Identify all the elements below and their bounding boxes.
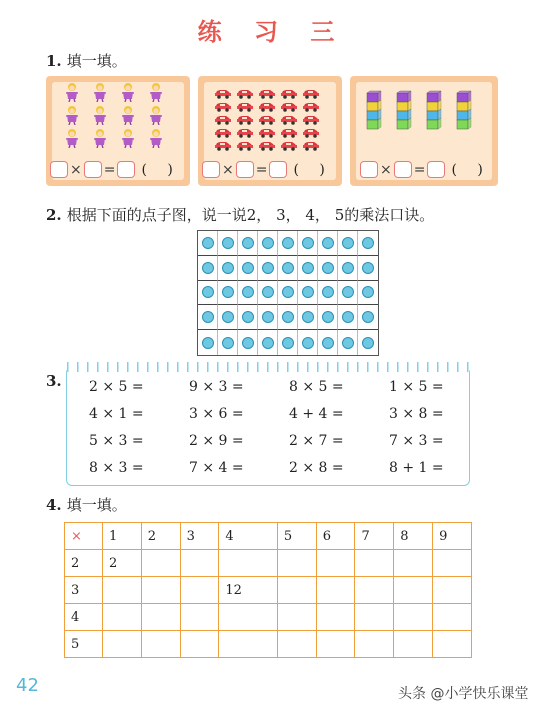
dot-cell bbox=[338, 330, 358, 355]
dot-cell bbox=[338, 281, 358, 306]
dot-cell bbox=[358, 305, 378, 330]
header-cell: 7 bbox=[355, 523, 394, 550]
answer-cell[interactable] bbox=[180, 577, 219, 604]
table-row bbox=[65, 631, 472, 658]
dot bbox=[342, 237, 354, 249]
dot-cell bbox=[198, 305, 218, 330]
dot bbox=[282, 262, 294, 274]
car-icon bbox=[236, 136, 253, 146]
dot-grid bbox=[197, 230, 379, 356]
q1-panel-cars bbox=[198, 76, 342, 186]
dot bbox=[322, 337, 334, 349]
cube-stack-icon bbox=[396, 90, 409, 136]
car-icon bbox=[258, 110, 275, 120]
row-header-cell: 4 bbox=[65, 604, 103, 631]
answer-cell[interactable] bbox=[394, 604, 433, 631]
cube-stack-icon bbox=[426, 90, 439, 136]
dot bbox=[202, 262, 214, 274]
calculation-item: 2 × 7 = bbox=[289, 433, 344, 449]
dot-cell bbox=[238, 231, 258, 256]
car-icon bbox=[214, 97, 231, 107]
header-cell: 4 bbox=[219, 523, 278, 550]
doll-icon bbox=[64, 105, 78, 125]
dot-cell bbox=[238, 330, 258, 355]
dot bbox=[362, 286, 374, 298]
answer-box[interactable] bbox=[84, 161, 102, 178]
q2-number: 2. bbox=[46, 206, 62, 224]
dot bbox=[362, 262, 374, 274]
header-cell: 5 bbox=[277, 523, 316, 550]
dot bbox=[262, 311, 274, 323]
cube-group bbox=[366, 90, 484, 146]
answer-cell[interactable] bbox=[277, 631, 316, 658]
car-icon bbox=[302, 84, 319, 94]
answer-cell[interactable] bbox=[180, 550, 219, 577]
watermark: 头条 @小学快乐课堂 bbox=[398, 686, 529, 702]
dot-cell bbox=[198, 256, 218, 281]
dot-cell bbox=[318, 305, 338, 330]
car-icon bbox=[302, 97, 319, 107]
answer-cell[interactable] bbox=[277, 577, 316, 604]
scroll-edge bbox=[67, 362, 469, 372]
car-icon bbox=[258, 97, 275, 107]
dot bbox=[342, 262, 354, 274]
header-cell: 9 bbox=[433, 523, 472, 550]
car-icon bbox=[214, 123, 231, 133]
answer-cell[interactable] bbox=[103, 631, 142, 658]
answer-cell[interactable] bbox=[180, 604, 219, 631]
car-icon bbox=[302, 123, 319, 133]
answer-cell[interactable] bbox=[141, 631, 180, 658]
dot-cell bbox=[198, 330, 218, 355]
car-icon bbox=[280, 136, 297, 146]
dot-cell bbox=[218, 231, 238, 256]
dot-cell bbox=[218, 305, 238, 330]
q1-panel-dolls bbox=[46, 76, 190, 186]
header-cell: 3 bbox=[180, 523, 219, 550]
dot bbox=[242, 237, 254, 249]
doll-icon bbox=[120, 82, 134, 102]
dot-cell bbox=[278, 256, 298, 281]
answer-cell[interactable] bbox=[219, 550, 278, 577]
dot bbox=[202, 337, 214, 349]
dot bbox=[282, 286, 294, 298]
calculation-item: 2 × 8 = bbox=[289, 460, 344, 476]
calculation-item: 3 × 6 = bbox=[189, 406, 244, 422]
row-header-cell: 3 bbox=[65, 577, 103, 604]
dot-cell bbox=[258, 330, 278, 355]
car-icon bbox=[236, 123, 253, 133]
dot-cell bbox=[298, 330, 318, 355]
answer-cell[interactable] bbox=[219, 604, 278, 631]
dot-cell bbox=[218, 330, 238, 355]
answer-cell[interactable] bbox=[141, 577, 180, 604]
doll-icon bbox=[148, 128, 162, 148]
calculation-item: 2 × 5 = bbox=[89, 379, 144, 395]
times-sign: × bbox=[70, 161, 82, 178]
answer-cell[interactable] bbox=[433, 550, 472, 577]
dot-cell bbox=[258, 305, 278, 330]
dot-cell bbox=[298, 256, 318, 281]
dot-cell bbox=[338, 231, 358, 256]
dot bbox=[262, 337, 274, 349]
answer-cell[interactable] bbox=[141, 550, 180, 577]
dot bbox=[262, 262, 274, 274]
dot bbox=[362, 237, 374, 249]
dot-cell bbox=[198, 231, 218, 256]
multiplication-table bbox=[64, 522, 472, 658]
dot-cell bbox=[278, 305, 298, 330]
header-cell: 8 bbox=[394, 523, 433, 550]
dot bbox=[222, 237, 234, 249]
dot bbox=[222, 311, 234, 323]
calculation-item: 2 × 9 = bbox=[189, 433, 244, 449]
answer-box[interactable] bbox=[427, 161, 445, 178]
dot bbox=[322, 311, 334, 323]
dot bbox=[342, 337, 354, 349]
dot-cell bbox=[238, 281, 258, 306]
dot bbox=[282, 311, 294, 323]
car-icon bbox=[236, 110, 253, 120]
car-icon bbox=[258, 123, 275, 133]
car-group bbox=[214, 84, 326, 152]
answer-box[interactable] bbox=[269, 161, 287, 178]
equals-sign: = bbox=[103, 161, 116, 178]
calculation-item: 5 × 3 = bbox=[89, 433, 144, 449]
answer-box[interactable] bbox=[117, 161, 135, 178]
dot-cell bbox=[358, 281, 378, 306]
answer-paren[interactable]: ( ) bbox=[293, 161, 333, 178]
dot-cell bbox=[218, 256, 238, 281]
dot bbox=[322, 237, 334, 249]
dot-cell bbox=[358, 231, 378, 256]
car-icon bbox=[302, 136, 319, 146]
dot-cell bbox=[258, 256, 278, 281]
row-header-cell: 2 bbox=[65, 550, 103, 577]
q1-number: 1. bbox=[46, 52, 62, 70]
answer-cell[interactable] bbox=[180, 631, 219, 658]
dot-cell bbox=[318, 281, 338, 306]
table-row bbox=[65, 577, 472, 604]
answer-box[interactable] bbox=[394, 161, 412, 178]
dot-cell bbox=[278, 330, 298, 355]
dot bbox=[342, 311, 354, 323]
calculation-item: 7 × 4 = bbox=[189, 460, 244, 476]
car-icon bbox=[236, 97, 253, 107]
dot-cell bbox=[338, 305, 358, 330]
dot bbox=[242, 286, 254, 298]
car-icon bbox=[214, 110, 231, 120]
answer-cell[interactable] bbox=[316, 577, 355, 604]
dot-cell bbox=[298, 231, 318, 256]
answer-cell[interactable] bbox=[433, 604, 472, 631]
header-cell: 2 bbox=[141, 523, 180, 550]
answer-cell[interactable] bbox=[433, 631, 472, 658]
dot-cell bbox=[278, 281, 298, 306]
dot-cell bbox=[238, 305, 258, 330]
dot-cell bbox=[318, 231, 338, 256]
page-title: 练 习 三 bbox=[197, 18, 347, 46]
header-cell: 1 bbox=[103, 523, 142, 550]
answer-box[interactable] bbox=[360, 161, 378, 178]
equals-sign: = bbox=[255, 161, 268, 178]
dot-cell bbox=[318, 256, 338, 281]
answer-cell[interactable] bbox=[394, 550, 433, 577]
answer-cell[interactable] bbox=[394, 577, 433, 604]
answer-cell[interactable] bbox=[316, 550, 355, 577]
q2-heading bbox=[46, 204, 434, 225]
answer-cell[interactable] bbox=[355, 577, 394, 604]
dot bbox=[302, 311, 314, 323]
dot-cell bbox=[318, 330, 338, 355]
calculation-item: 8 × 5 = bbox=[289, 379, 344, 395]
dot-cell bbox=[218, 281, 238, 306]
answer-cell[interactable] bbox=[316, 604, 355, 631]
calculation-item: 1 × 5 = bbox=[389, 379, 444, 395]
q1-equation-1 bbox=[50, 161, 181, 178]
dot-cell bbox=[258, 281, 278, 306]
dot-cell bbox=[258, 231, 278, 256]
dot-cell bbox=[278, 231, 298, 256]
dot bbox=[222, 337, 234, 349]
dot-cell bbox=[358, 256, 378, 281]
dot bbox=[322, 286, 334, 298]
car-icon bbox=[258, 84, 275, 94]
answer-box[interactable] bbox=[236, 161, 254, 178]
dot-cell bbox=[338, 256, 358, 281]
answer-cell[interactable] bbox=[394, 631, 433, 658]
q1-instruction: 填一填。 bbox=[66, 52, 127, 70]
car-icon bbox=[280, 84, 297, 94]
row-header-cell: 5 bbox=[65, 631, 103, 658]
dot bbox=[242, 337, 254, 349]
q4-number: 4. bbox=[46, 496, 62, 514]
answer-cell[interactable] bbox=[103, 577, 142, 604]
dot bbox=[202, 286, 214, 298]
answer-cell[interactable] bbox=[316, 631, 355, 658]
dot bbox=[362, 337, 374, 349]
car-icon bbox=[280, 97, 297, 107]
dot-cell bbox=[238, 256, 258, 281]
cube-stack-icon bbox=[456, 90, 469, 136]
answer-cell[interactable]: 12 bbox=[219, 577, 278, 604]
q1-equation-2 bbox=[202, 161, 333, 178]
doll-group bbox=[64, 82, 174, 152]
answer-cell[interactable] bbox=[277, 604, 316, 631]
dot bbox=[302, 262, 314, 274]
cube-stack-icon bbox=[366, 90, 379, 136]
dot-cell bbox=[358, 330, 378, 355]
doll-icon bbox=[64, 82, 78, 102]
answer-box[interactable] bbox=[50, 161, 68, 178]
car-icon bbox=[280, 110, 297, 120]
doll-icon bbox=[64, 128, 78, 148]
answer-paren[interactable]: ( ) bbox=[451, 161, 491, 178]
answer-cell[interactable] bbox=[433, 577, 472, 604]
car-icon bbox=[258, 136, 275, 146]
dot-cell bbox=[198, 281, 218, 306]
times-sign: × bbox=[380, 161, 392, 178]
car-icon bbox=[236, 84, 253, 94]
equals-sign: = bbox=[413, 161, 426, 178]
dot bbox=[302, 286, 314, 298]
table-row bbox=[65, 604, 472, 631]
answer-cell[interactable] bbox=[219, 631, 278, 658]
doll-icon bbox=[92, 105, 106, 125]
doll-icon bbox=[148, 105, 162, 125]
answer-cell[interactable] bbox=[103, 604, 142, 631]
calculation-grid bbox=[89, 378, 459, 478]
answer-cell[interactable] bbox=[355, 550, 394, 577]
answer-cell[interactable] bbox=[277, 550, 316, 577]
car-icon bbox=[302, 110, 319, 120]
dot bbox=[202, 311, 214, 323]
answer-paren[interactable]: ( ) bbox=[141, 161, 181, 178]
dot bbox=[262, 286, 274, 298]
answer-cell[interactable] bbox=[141, 604, 180, 631]
page-number: 42 bbox=[16, 675, 39, 696]
car-icon bbox=[280, 123, 297, 133]
q4-instruction: 填一填。 bbox=[66, 496, 127, 514]
calculation-item: 3 × 8 = bbox=[389, 406, 444, 422]
dot bbox=[302, 237, 314, 249]
doll-icon bbox=[120, 105, 134, 125]
dot bbox=[242, 311, 254, 323]
doll-icon bbox=[92, 82, 106, 102]
calculation-item: 4 × 1 = bbox=[89, 406, 144, 422]
q4-heading bbox=[46, 494, 127, 515]
q1-panel-cubes bbox=[350, 76, 498, 186]
dot bbox=[222, 262, 234, 274]
answer-box[interactable] bbox=[202, 161, 220, 178]
table-row bbox=[65, 550, 472, 577]
doll-icon bbox=[92, 128, 106, 148]
dot bbox=[282, 237, 294, 249]
dot bbox=[262, 237, 274, 249]
q1-heading bbox=[46, 50, 127, 71]
header-cell: 6 bbox=[316, 523, 355, 550]
doll-icon bbox=[120, 128, 134, 148]
table-header-row bbox=[65, 523, 472, 550]
dot bbox=[202, 237, 214, 249]
car-icon bbox=[214, 84, 231, 94]
times-header-cell: × bbox=[65, 523, 103, 550]
q1-equation-3 bbox=[360, 161, 491, 178]
dot-cell bbox=[298, 305, 318, 330]
calculation-item: 9 × 3 = bbox=[189, 379, 244, 395]
q3-number: 3. bbox=[46, 372, 62, 390]
answer-cell[interactable]: 2 bbox=[103, 550, 142, 577]
dot bbox=[362, 311, 374, 323]
doll-icon bbox=[148, 82, 162, 102]
q2-instruction: 根据下面的点子图，说一说2， 3， 4， 5的乘法口诀。 bbox=[66, 206, 435, 224]
times-sign: × bbox=[222, 161, 234, 178]
dot bbox=[282, 337, 294, 349]
q3-calculation-card bbox=[66, 367, 470, 486]
answer-cell[interactable] bbox=[355, 604, 394, 631]
dot-cell bbox=[298, 281, 318, 306]
calculation-item: 8 + 1 = bbox=[389, 460, 444, 476]
dot bbox=[302, 337, 314, 349]
answer-cell[interactable] bbox=[355, 631, 394, 658]
calculation-item: 8 × 3 = bbox=[89, 460, 144, 476]
dot bbox=[242, 262, 254, 274]
car-icon bbox=[214, 136, 231, 146]
calculation-item: 7 × 3 = bbox=[389, 433, 444, 449]
calculation-item: 4 + 4 = bbox=[289, 406, 344, 422]
dot bbox=[322, 262, 334, 274]
dot bbox=[342, 286, 354, 298]
dot bbox=[222, 286, 234, 298]
